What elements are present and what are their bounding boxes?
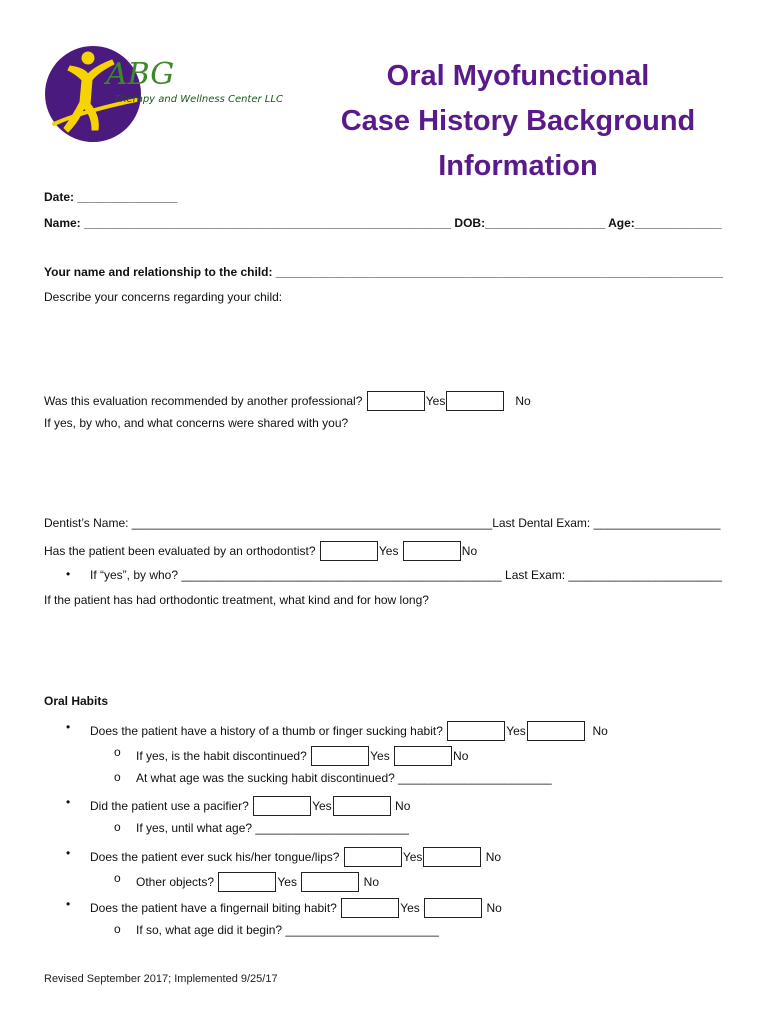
fingernail-question [90, 898, 502, 918]
age-discontinued-field[interactable]: At what age was the sucking habit discontinued? _______________________ [136, 771, 552, 785]
bullet: • [66, 567, 71, 581]
title-line-2: Case History Background [340, 105, 696, 137]
date-field[interactable]: Date: _______________ [44, 190, 178, 204]
logo-brand: ABG [106, 57, 175, 92]
thumb-question [90, 721, 608, 741]
other-objects-no-box[interactable] [301, 872, 359, 892]
sub-bullet: o [114, 745, 121, 759]
orthodontist-who-field[interactable]: If “yes”, by who? ________________________________________________ Last Exam: _______________________ [90, 568, 722, 582]
concerns-prompt: Describe your concerns regarding your child: [44, 290, 283, 304]
yes-label: Yes [425, 394, 446, 408]
recommended-question [44, 391, 531, 411]
fingernail-question-text: Does the patient have a fingernail biting habit? [90, 901, 337, 915]
sub-bullet: o [114, 871, 121, 885]
until-age-field[interactable]: If yes, until what age? _______________________ [136, 821, 409, 835]
bullet: • [66, 795, 71, 809]
name-dob-age-field[interactable] [44, 216, 722, 230]
no-label: No [453, 749, 469, 763]
thumb-no-box[interactable] [527, 721, 585, 741]
orthodontist-question-text: Has the patient been evaluated by an orthodontist? [44, 544, 316, 558]
no-label: No [363, 875, 379, 889]
orthodontist-question [44, 541, 477, 561]
if-yes-who-prompt: If yes, by who, and what concerns were shared with you? [44, 416, 349, 430]
title-line-1: Oral Myofunctional [386, 60, 650, 92]
recommended-yes-box[interactable] [367, 391, 425, 411]
no-label: No [395, 799, 411, 813]
yes-label: Yes [506, 724, 526, 738]
no-label: No [592, 724, 608, 738]
oral-habits-heading: Oral Habits [44, 694, 109, 708]
title-line-3: Information [438, 150, 598, 182]
abg-logo [40, 44, 310, 144]
bullet: • [66, 897, 71, 911]
suck-lips-yes-box[interactable] [344, 847, 402, 867]
logo-subtitle: Therapy and Wellness Center LLC [114, 94, 283, 105]
yes-label: Yes [370, 749, 390, 763]
fingernail-no-box[interactable] [424, 898, 482, 918]
no-label: No [485, 850, 502, 864]
no-label: No [486, 901, 502, 915]
discontinued-question-text: If yes, is the habit discontinued? [136, 749, 307, 763]
pacifier-question [90, 796, 410, 816]
suck-lips-no-box[interactable] [423, 847, 481, 867]
age-suffix: ______ [681, 216, 722, 230]
fingernail-yes-box[interactable] [341, 898, 399, 918]
suck-lips-question [90, 847, 501, 867]
yes-label: Yes [277, 875, 297, 889]
revision-footer: Revised September 2017; Implemented 9/25/17 [44, 973, 278, 985]
discontinued-yes-box[interactable] [311, 746, 369, 766]
bullet: • [66, 846, 71, 860]
pacifier-yes-box[interactable] [253, 796, 311, 816]
orthodontic-treatment-prompt: If the patient has had orthodontic treatment, what kind and for how long? [44, 593, 429, 607]
relationship-field[interactable]: Your name and relationship to the child: ___________________________________________________________________ [44, 265, 723, 279]
yes-label: Yes [400, 901, 420, 915]
recommended-question-text: Was this evaluation recommended by another professional? [44, 394, 363, 408]
thumb-yes-box[interactable] [447, 721, 505, 741]
name-dob-age-text: Name: _______________________________________________________ DOB:__________________ Age:_______ [44, 216, 682, 230]
pacifier-question-text: Did the patient use a pacifier? [90, 799, 249, 813]
no-label: No [515, 394, 531, 408]
discontinued-question [136, 746, 468, 766]
orthodontist-no-box[interactable] [403, 541, 461, 561]
recommended-no-box[interactable] [446, 391, 504, 411]
yes-label: Yes [378, 544, 399, 558]
other-objects-question-text: Other objects? [136, 875, 215, 889]
yes-label: Yes [402, 850, 423, 864]
begin-age-field[interactable]: If so, what age did it begin? _______________________ [136, 923, 439, 937]
page-title [318, 54, 718, 189]
bullet: • [66, 720, 71, 734]
orthodontist-yes-box[interactable] [320, 541, 378, 561]
other-objects-yes-box[interactable] [218, 872, 276, 892]
thumb-question-text: Does the patient have a history of a thumb or finger sucking habit? [90, 724, 443, 738]
discontinued-no-box[interactable] [394, 746, 452, 766]
yes-label: Yes [312, 799, 332, 813]
sub-bullet: o [114, 820, 121, 834]
dentist-field[interactable]: Dentist’s Name: ______________________________________________________Last Dental Exam: ___________________ [44, 516, 721, 530]
sub-bullet: o [114, 922, 121, 936]
suck-lips-question-text: Does the patient ever suck his/her tongue/lips? [90, 850, 340, 864]
other-objects-question [136, 872, 379, 892]
pacifier-no-box[interactable] [333, 796, 391, 816]
sub-bullet: o [114, 770, 121, 784]
no-label: No [461, 544, 478, 558]
